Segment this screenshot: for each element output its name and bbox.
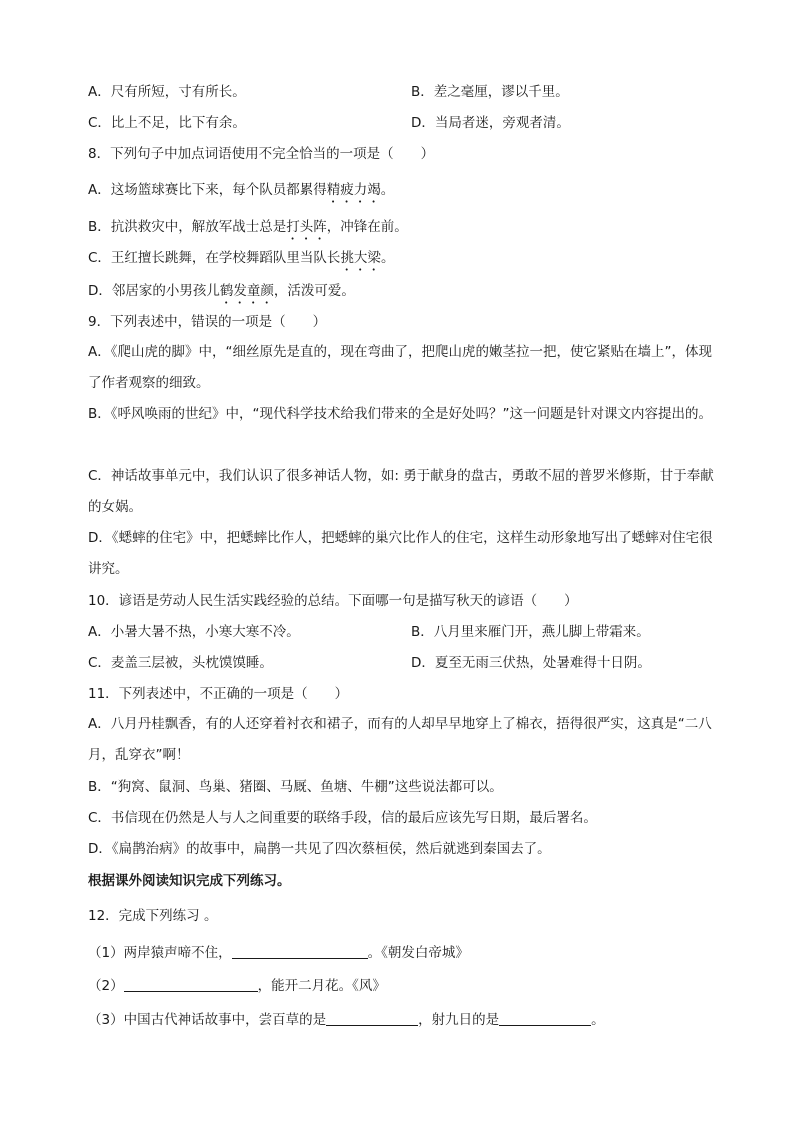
q8-c-word: 挑大梁 <box>340 250 381 266</box>
q12-item3-suffix: 。 <box>591 1012 605 1028</box>
q10-option-d: D．夏至无雨三伏热，处暑难得十日阴。 <box>411 655 651 671</box>
q8-option-b <box>88 217 408 243</box>
q8-b-suffix: ，冲锋在前。 <box>326 219 408 235</box>
q12-item2-suffix: ，能开二月花。《风》 <box>257 978 386 994</box>
q8-c-prefix: C．王红擅长跳舞，在学校舞蹈队里当队长 <box>88 250 341 266</box>
q7-option-d: D．当局者迷，旁观者清。 <box>411 115 570 131</box>
section-heading: 根据课外阅读知识完成下列练习。 <box>88 873 291 889</box>
q8-stem: 8．下列句子中加点词语使用不完全恰当的一项是（ ） <box>88 146 435 162</box>
q8-a-word: 精疲力竭 <box>326 182 381 198</box>
q8-d-suffix: ，活泼可爱。 <box>273 283 355 299</box>
q8-d-word: 鹤发童颜 <box>219 283 274 299</box>
q8-option-d <box>88 281 355 307</box>
q9-option-b: B．《呼风唤雨的世纪》中，“现代科学技术给我们带来的全是好处吗？”这一问题是针对课文内容提出的。 <box>88 406 712 422</box>
q12-item3-prefix: （3）中国古代神话故事中，尝百草的是 <box>88 1012 327 1028</box>
q9-option-d: D．《蟋蟀的住宅》中，把蟋蟀比作人，把蟋蟀的巢穴比作人的住宅，这样生动形象地写出了蟋蟀对住宅很讲究。 <box>88 530 713 577</box>
q11-option-d: D．《扁鹊治病》的故事中，扁鹊一共见了四次蔡桓侯，然后就逃到秦国去了。 <box>88 841 551 857</box>
q11-stem: 11．下列表述中，不正确的一项是（ ） <box>88 686 349 702</box>
q8-option-c <box>88 248 394 274</box>
q12-item1-suffix: 。《朝发白帝城》 <box>367 945 469 961</box>
q10-option-b: B．八月里来雁门开，燕儿脚上带霜来。 <box>411 624 650 640</box>
q12-item1-prefix: （1）两岸猿声啼不住， <box>88 945 232 961</box>
q7-option-a: A．尺有所短，寸有所长。 <box>88 84 246 100</box>
q8-c-suffix: 。 <box>380 250 395 266</box>
exam-page <box>88 0 728 1123</box>
q12-item1-blank[interactable] <box>232 944 368 959</box>
q10-option-c: C．麦盖三层被，头枕馍馍睡。 <box>88 655 273 671</box>
q12-stem: 12．完成下列练习 。 <box>88 908 218 924</box>
q12-item3-mid: ，射九日的是 <box>418 1012 500 1028</box>
q12-item-2 <box>88 976 386 996</box>
q8-b-word: 打头阵 <box>286 219 327 235</box>
q12-item3-blank-1[interactable] <box>326 1011 418 1026</box>
q10-stem: 10．谚语是劳动人民生活实践经验的总结。下面哪一句是描写秋天的谚语（ ） <box>88 593 578 609</box>
q8-a-prefix: A．这场篮球赛比下来，每个队员都累得 <box>88 182 327 198</box>
q12-item2-prefix: （2） <box>88 978 124 994</box>
q9-stem: 9．下列表述中，错误的一项是（ ） <box>88 314 327 330</box>
q8-d-prefix: D．邻居家的小男孩儿 <box>88 283 220 299</box>
q12-item-1 <box>88 943 469 963</box>
q9-option-a: A．《爬山虎的脚》中，“细丝原先是直的，现在弯曲了，把爬山虎的嫩茎拉一把，使它紧贴在墙上”，体现了作者观察的细致。 <box>88 344 712 391</box>
q8-option-a <box>88 180 394 206</box>
q8-b-prefix: B．抗洪救灾中，解放军战士总是 <box>88 219 287 235</box>
q11-option-b: B．“狗窝、鼠洞、鸟巢、猪圈、马厩、鱼塘、牛棚”这些说法都可以。 <box>88 779 503 795</box>
q12-item2-blank[interactable] <box>124 977 258 992</box>
q12-item3-blank-2[interactable] <box>499 1011 591 1026</box>
q7-option-c: C．比上不足，比下有余。 <box>88 115 246 131</box>
q8-a-suffix: 。 <box>380 182 395 198</box>
q10-option-a: A．小暑大暑不热，小寒大寒不冷。 <box>88 624 300 640</box>
q11-option-a: A．八月丹桂飘香，有的人还穿着衬衣和裙子，而有的人却早早地穿上了棉衣，捂得很严实，这真是“二八月，乱穿衣”啊！ <box>88 716 712 763</box>
q9-option-c: C．神话故事单元中，我们认识了很多神话人物，如: 勇于献身的盘古，勇敢不屈的普罗米修斯，甘于奉献的女娲。 <box>88 468 714 515</box>
q12-item-3 <box>88 1010 605 1030</box>
q7-option-b: B．差之毫厘，谬以千里。 <box>411 84 569 100</box>
q11-option-c: C．书信现在仍然是人与人之间重要的联络手段，信的最后应该先写日期，最后署名。 <box>88 810 597 826</box>
